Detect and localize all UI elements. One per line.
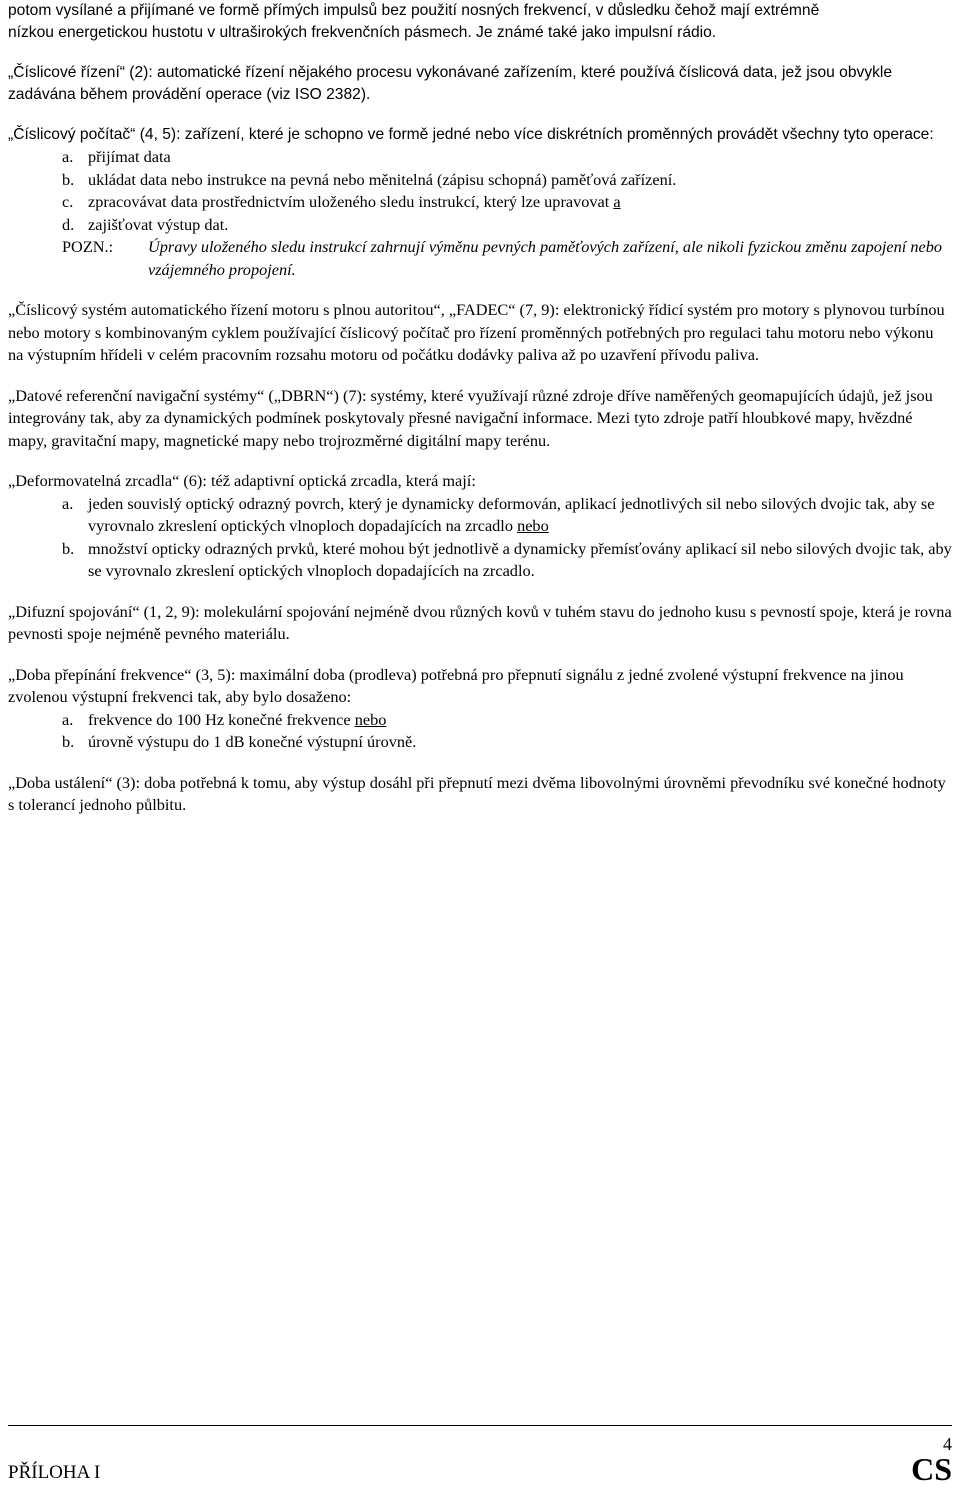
definition-dbrn: „Datové referenční navigační systémy“ („DBRN“) (7): systémy, které využívají různé zdroje dříve naměřených geomapujících údajů, jež jsou integrovány tak, aby za dynamických podmínek poskytovaly přesné navigační informace. Mezi tyto zdroje patří hloubkové mapy, hvězdné mapy, gravitační mapy, magnetické mapy nebo trojrozměrné digitální mapy terénu. bbox=[8, 385, 933, 450]
list-marker: b. bbox=[62, 732, 75, 751]
list-text-underlined: a bbox=[613, 192, 621, 211]
list-text-main: jeden souvislý optický odrazný povrch, který je dynamicky deformován, aplikací jednotlivých sil nebo silových dvojic tak, aby se vyrovnalo zkreslení optických vlnoploch dopadajících na zrcadlo bbox=[88, 493, 935, 535]
list-marker: a. bbox=[62, 493, 74, 513]
list-item bbox=[8, 709, 952, 732]
list-text bbox=[88, 191, 952, 214]
list-item bbox=[8, 493, 952, 538]
list-marker: b. bbox=[62, 538, 75, 558]
list-text-main: zpracovávat data prostřednictvím uloženého sledu instrukcí, který lze upravovat bbox=[88, 192, 610, 211]
list-marker: b. bbox=[62, 169, 75, 189]
definition-difuzni-spojovani: „Difuzní spojování“ (1, 2, 9): molekulární spojování nejméně dvou různých kovů v tuhém stavu do jednoho kusu s pevností spoje, která je rovna pevnosti spoje nejméně pevného materiálu. bbox=[8, 601, 952, 643]
intro-line-1: potom vysílané a přijímané ve formě přímých impulsů bez použití nosných frekvencí, v důsledku čehož mají extrémně bbox=[8, 2, 820, 19]
list-item bbox=[8, 146, 952, 169]
list-text: ukládat data nebo instrukce na pevná nebo měnitelná (zápisu schopná) paměťová zařízení. bbox=[88, 169, 677, 189]
list-text-underlined: nebo bbox=[354, 709, 387, 729]
note-text: Úpravy uloženého sledu instrukcí zahrnují výměnu pevných paměťových zařízení, ale nikoli fyzickou změnu zapojení nebo vzájemného propojení. bbox=[148, 237, 943, 279]
definition-deformovatelna-zrcadla: „Deformovatelná zrcadla“ (6): též adaptivní optická zrcadla, která mají: bbox=[8, 471, 476, 490]
document-body bbox=[8, 0, 952, 835]
annex-label: PŘÍLOHA I bbox=[8, 1462, 101, 1483]
list-marker: a. bbox=[62, 709, 74, 729]
list-item bbox=[8, 214, 952, 237]
list-text-main: frekvence do 100 Hz konečné frekvence bbox=[88, 709, 351, 729]
list-item bbox=[8, 538, 952, 583]
list-marker: c. bbox=[62, 192, 74, 211]
list-item bbox=[8, 731, 952, 754]
note-block bbox=[8, 236, 952, 281]
list-marker: d. bbox=[62, 214, 75, 234]
page-number: 4 bbox=[943, 1434, 952, 1454]
list-text-underlined: nebo bbox=[517, 516, 549, 535]
zrcadla-list bbox=[8, 493, 952, 583]
list-item bbox=[8, 169, 952, 192]
intro-paragraph bbox=[8, 0, 952, 44]
list-item bbox=[8, 191, 952, 214]
language-code: CS bbox=[911, 1451, 952, 1487]
list-marker: a. bbox=[62, 147, 74, 166]
definition-ciselne-rizeni: „Číslicové řízení“ (2): automatické řízení nějakého procesu vykonávané zařízením, které používá číslicová data, jež jsou obvykle zadávána během provádění operace (viz ISO 2382). bbox=[8, 64, 893, 103]
note-label: POZN.: bbox=[62, 237, 114, 256]
footer-divider bbox=[8, 1425, 952, 1426]
definition-doba-prepinani: „Doba přepínání frekvence“ (3, 5): maximální doba (prodleva) potřebná pro přepnutí signálu z jedné zvolené výstupní frekvence na jinou zvolenou výstupní frekvenci tak, aby bylo dosaženo: bbox=[8, 664, 904, 706]
list-text bbox=[88, 493, 952, 538]
list-text: množství opticky odrazných prvků, které mohou být jednotlivě a dynamicky přemísťovány aplikací sil nebo silových dvojic tak, aby se vyrovnalo zkreslení optických vlnoploch dopadajících na zrcadlo. bbox=[88, 538, 952, 580]
definition-doba-ustaleni: „Doba ustálení“ (3): doba potřebná k tomu, aby výstup dosáhl při přepnutí mezi dvěma libovolnými úrovněmi převodníku své konečné hodnoty s tolerancí jednoho půlbitu. bbox=[8, 772, 946, 814]
prepinani-list bbox=[8, 709, 952, 754]
definition-ciselny-pocitac: „Číslicový počítač“ (4, 5): zařízení, které je schopno ve formě jedné nebo více diskrétních proměnných provádět všechny tyto operace: bbox=[8, 126, 934, 143]
list-text: úrovně výstupu do 1 dB konečné výstupní úrovně. bbox=[88, 732, 417, 751]
list-text bbox=[88, 709, 952, 732]
list-text: přijímat data bbox=[88, 147, 171, 166]
ciselny-pocitac-list bbox=[8, 146, 952, 281]
definition-fadec: „Číslicový systém automatického řízení motoru s plnou autoritou“, „FADEC“ (7, 9): elektronický řídicí systém pro motory s plynovou turbínou nebo motory s kombinovaným cyklem používající číslicový počítač pro řízení proměnných potřebných pro regulaci tahu motoru nebo výkonu na výstupním hřídeli v celém pracovním rozsahu motoru od počátku dodávky paliva až po uzavření přívodu paliva. bbox=[8, 300, 945, 364]
intro-line-2: nízkou energetickou hustotu v ultraširokých frekvenčních pásmech. Je známé také jako impulsní rádio. bbox=[8, 24, 717, 41]
list-text: zajišťovat výstup dat. bbox=[88, 214, 229, 234]
